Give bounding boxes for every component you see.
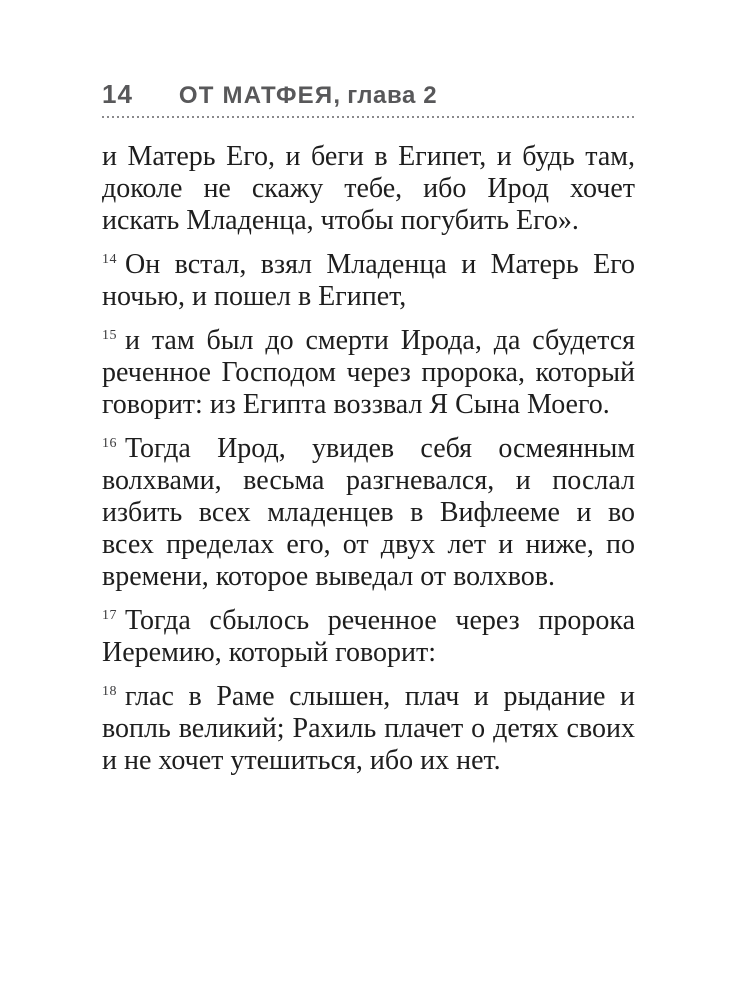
page-header bbox=[102, 80, 635, 110]
verse-text: и там был до смерти Ирода, да сбудется реченное Господом через пророка, который говорит: из Египта воззвал Я Сына Моего. bbox=[102, 325, 635, 420]
verse-paragraph-16 bbox=[102, 433, 635, 593]
verse-text: Он встал, взял Младенца и Матерь Его ночью, и пошел в Египет, bbox=[102, 249, 635, 312]
verse-text: и Матерь Его, и беги в Египет, и будь там, доколе не скажу тебе, ибо Ирод хочет искать Младенца, чтобы погубить Его». bbox=[102, 141, 635, 236]
verse-paragraph-18 bbox=[102, 681, 635, 777]
chapter-label: глава 2 bbox=[347, 82, 438, 109]
verse-paragraph-17 bbox=[102, 605, 635, 669]
verse-paragraph-15 bbox=[102, 325, 635, 421]
verse-text: Тогда Ирод, увидев себя осмеянным волхвами, весьма разгневался, и послал избить всех младенцев в Вифлееме и во всех пределах его, от двух лет и ниже, по времени, которое выведал от волхвов. bbox=[102, 433, 635, 592]
verse-number: 16 bbox=[102, 436, 117, 451]
verse-number: 17 bbox=[102, 608, 117, 623]
verse-number: 14 bbox=[102, 252, 117, 267]
verse-text: Тогда сбылось реченное через пророка Иеремию, который говорит: bbox=[102, 605, 635, 668]
book-chapter-title bbox=[179, 82, 437, 110]
header-divider bbox=[102, 116, 635, 118]
verse-paragraph-continuation bbox=[102, 141, 635, 237]
verse-number: 15 bbox=[102, 328, 117, 343]
verse-number: 18 bbox=[102, 684, 117, 699]
page-number: 14 bbox=[102, 79, 133, 109]
scripture-text bbox=[102, 141, 635, 777]
verse-text: глас в Раме слышен, плач и рыдание и вопль великий; Рахиль плачет о детях своих и не хочет утешиться, ибо их нет. bbox=[102, 681, 635, 776]
book-name: ОТ МАТФЕЯ, bbox=[178, 82, 342, 109]
verse-paragraph-14 bbox=[102, 249, 635, 313]
